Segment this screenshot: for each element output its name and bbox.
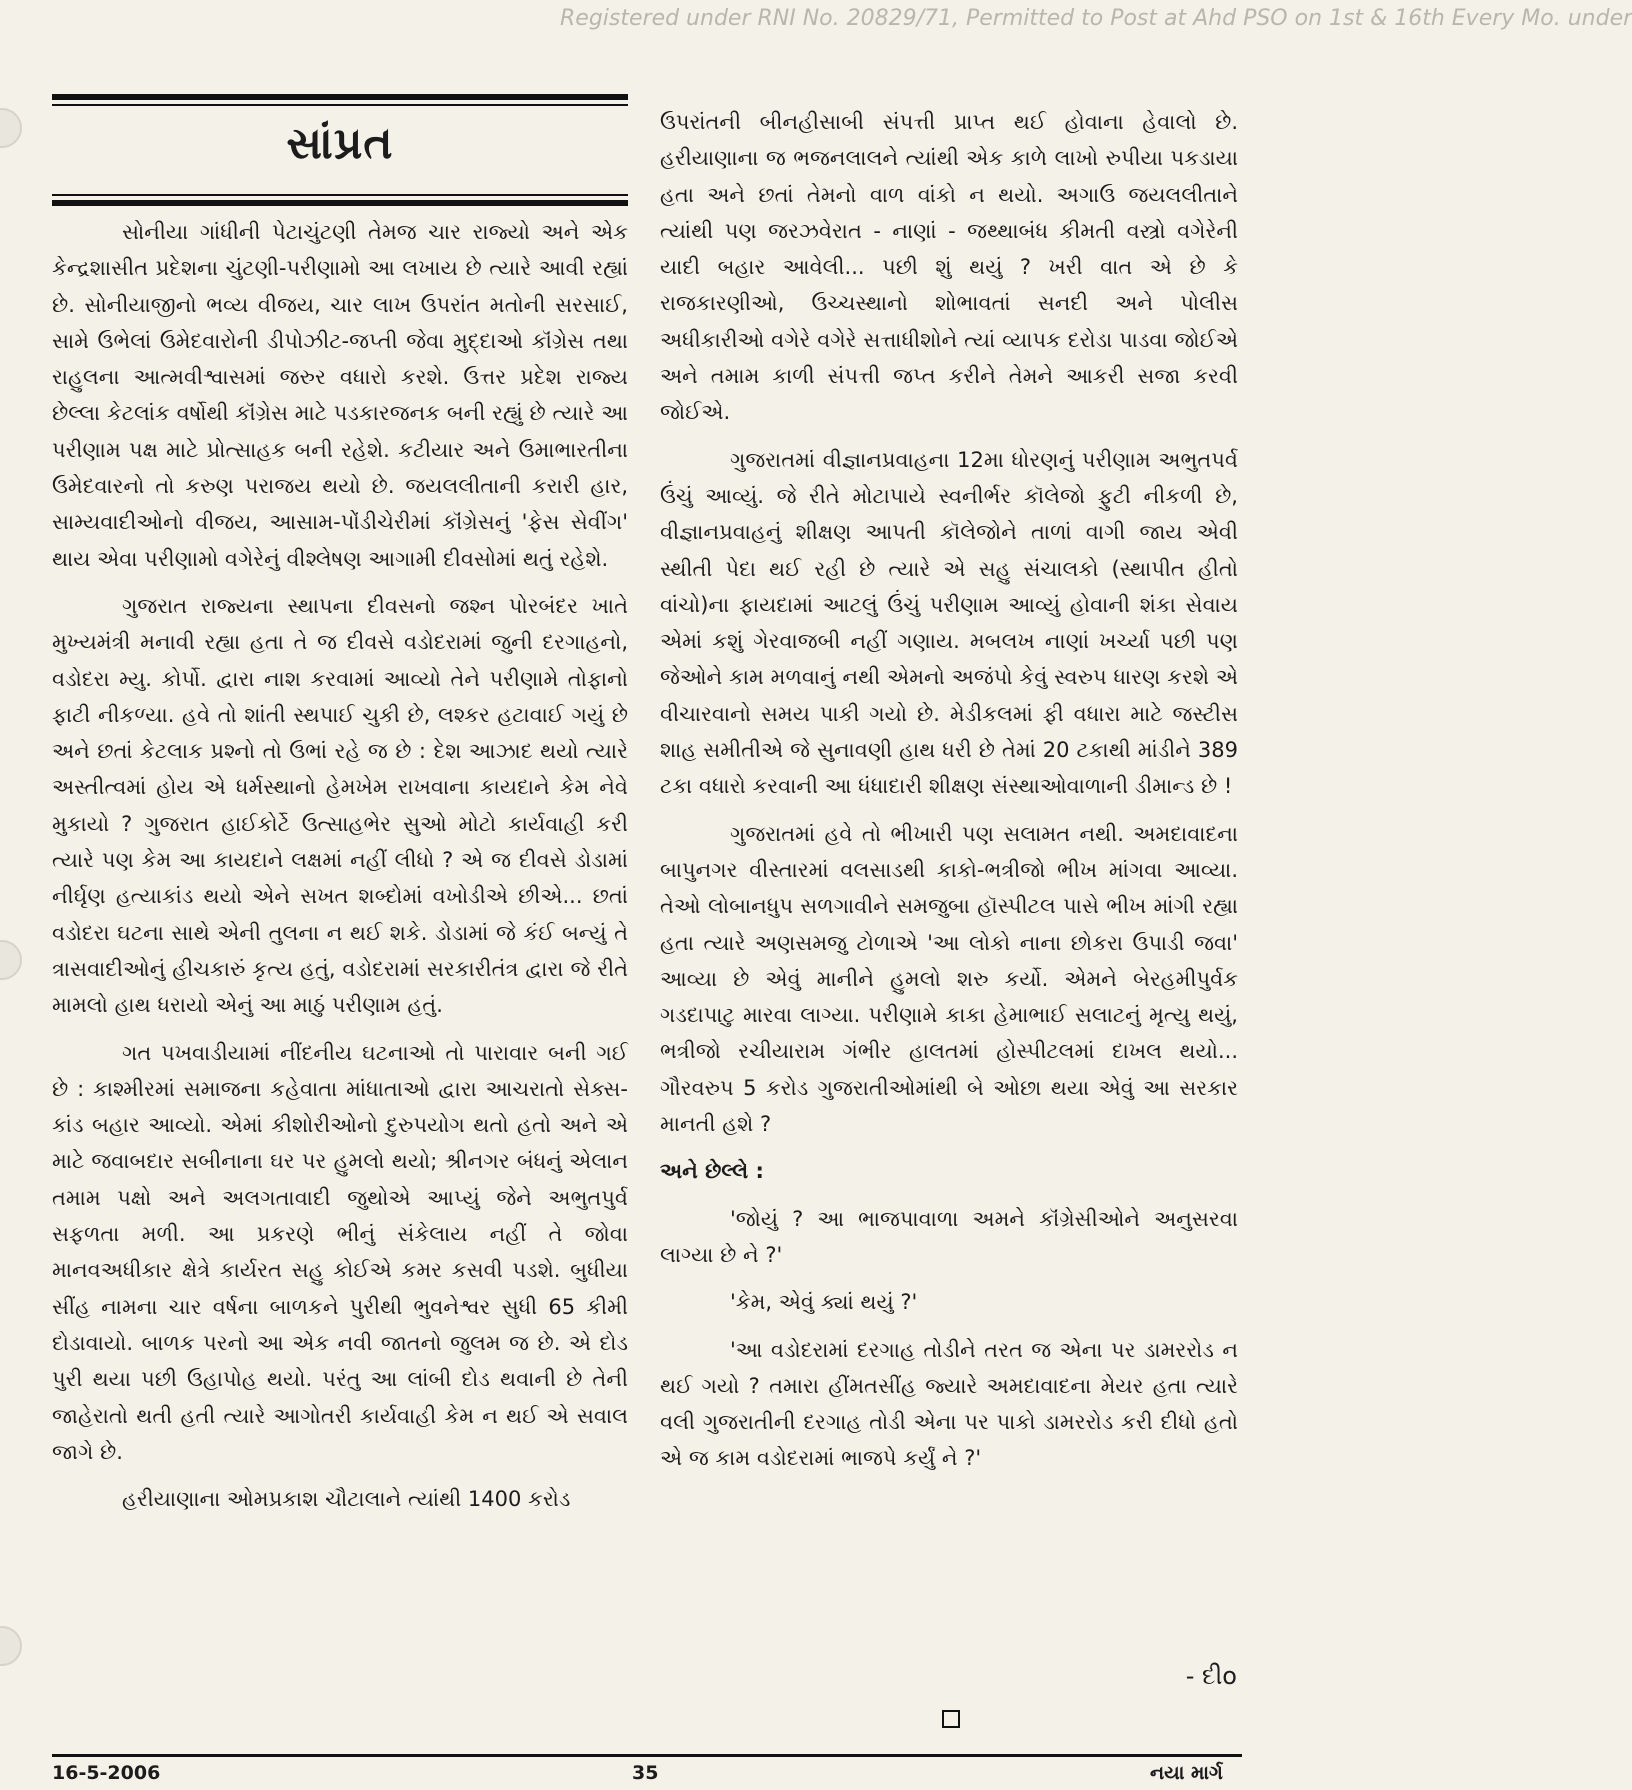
closing-heading: અને છેલ્લે : <box>660 1159 764 1184</box>
author-signature: - દીo <box>1185 1662 1237 1690</box>
paragraph: હરીયાણાના ઓમપ્રકાશ ચૌટાલાને ત્યાંથી 1400 કરોડ <box>122 1487 571 1512</box>
paragraph: ઉપરાંતની બીનહીસાબી સંપત્તી પ્રાપ્ત થઈ હોવાના હેવાલો છે. હરીયાણાના જ ભજનલાલને ત્યાંથી એક કાળે લાખો રુપીયા પકડાયા હતા અને છતાં તેમનો વાળ વાંકો ન થયો. અગાઉ જયલલીતાને ત્યાંથી પણ જરઝવેરાત - નાણાં - જથ્થાબંધ કીમતી વસ્ત્રો વગેરેની યાદી બહાર આવેલી... પછી શું થયું ? ખરી વાત એ છે કે રાજકારણીઓ, ઉચ્ચસ્થાનો શોભાવતાં સનદી અને પોલીસ અધીકારીઓ વગેરે વગેરે સત્તાધીશોને ત્યાં વ્યાપક દરોડા પાડવા જોઈએ અને તમામ કાળી સંપત્તી જપ્ત કરીને તેમને આકરી સજા કરવી જોઈએ. <box>660 110 1238 425</box>
title-rule-bottom-thin <box>52 194 628 196</box>
paragraph: ગુજરાત રાજ્યના સ્થાપના દીવસનો જશ્ન પોરબંદર ખાતે મુખ્યમંત્રી મનાવી રહ્યા હતા તે જ દીવસે વડોદરામાં જુની દરગાહનો, વડોદરા મ્યુ. કોર્પો. દ્વારા નાશ કરવામાં આવ્યો તેને પરીણામે તોફાનો ફાટી નીકળ્યા. હવે તો શાંતી સ્થપાઈ ચુકી છે, લશ્કર હટાવાઈ ગયું છે અને છતાં કેટલાક પ્રશ્નો તો ઉભાં રહે જ છે : દેશ આઝાદ થયો ત્યારે અસ્તીત્વમાં હોય એ ધર્મસ્થાનો હેમખેમ રાખવાના કાયદાને કેમ નેવે મુકાયો ? ગુજરાત હાઈકોર્ટે ઉત્સાહભેર સુઓ મોટો કાર્યવાહી કરી ત્યારે પણ કેમ આ કાયદાને લક્ષમાં નહીં લીધો ? એ જ દીવસે ડોડામાં નીર્ઘૃણ હત્યાકાંડ થયો એને સખત શબ્દોમાં વખોડીએ છીએ... છતાં વડોદરા ઘટના સાથે એની તુલના ન થઈ શકે. ડોડામાં જે કંઈ બન્યું તે ત્રાસવાદીઓનું હીચકારું કૃત્ય હતું, વડોદરામાં સરકારીતંત્ર દ્વારા જે રીતે મામલો હાથ ધરાયો એનું આ માઠું પરીણામ હતું. <box>52 593 628 1018</box>
end-mark-box <box>942 1710 960 1728</box>
footer-page-number: 35 <box>632 1762 659 1784</box>
paragraph: ગુજરાતમાં હવે તો ભીખારી પણ સલામત નથી. અમદાવાદના બાપુનગર વીસ્તારમાં વલસાડથી કાકો-ભત્રીજો ભીખ માંગવા આવ્યા. તેઓ લોબાનધુપ સળગાવીને સમજુબા હૉસ્પીટલ પાસે ભીખ માંગી રહ્યા હતા ત્યારે અણસમજુ ટોળાએ 'આ લોકો નાના છોકરા ઉપાડી જવા' આવ્યા છે એવું માનીને હુમલો શરુ કર્યો. એમને બેરહમીપુર્વક ગડદાપાટુ મારવા લાગ્યા. પરીણામે કાકા હેમાભાઈ સલાટનું મૃત્યુ થયું, ભત્રીજો રચીયારામ ગંભીર હાલતમાં હોસ્પીટલમાં દાખલ થયો... ગૌરવરુપ 5 કરોડ ગુજરાતીઓમાંથી બે ઓછા થયા એવું આ સરકાર માનતી હશે ? <box>660 821 1238 1137</box>
right-column <box>660 104 1238 1488</box>
title-rule-bottom <box>52 200 628 206</box>
title-rule-top <box>52 94 628 100</box>
dialogue-line: 'કેમ, એવું ક્યાં થયું ?' <box>730 1290 918 1315</box>
footer-date: 16-5-2006 <box>52 1762 161 1784</box>
footer-rule <box>52 1754 1242 1757</box>
punch-hole <box>0 108 22 148</box>
paragraph: ગુજરાતમાં વીજ્ઞાનપ્રવાહના 12મા ધોરણનું પરીણામ અભુતપર્વ ઉંચું આવ્યું. જે રીતે મોટાપાયે સ્વનીર્ભર કૉલેજો ફુટી નીકળી છે, વીજ્ઞાનપ્રવાહનું શીક્ષણ આપતી કૉલેજોને તાળાં વાગી જાય એવી સ્થીતી પેદા થઈ રહી છે ત્યારે એ સહુ સંચાલકો (સ્થાપીત હીતો વાંચો)ના ફાયદામાં આટલું ઉંચું પરીણામ આવ્યું હોવાની શંકા સેવાય એમાં કશું ગેરવાજબી નહીં ગણાય. મબલખ નાણાં ખર્ચ્યા પછી પણ જેઓને કામ મળવાનું નથી એમનો અજંપો કેવું સ્વરુપ ધારણ કરશે એ વીચારવાનો સમય પાકી ગયો છે. મેડીકલમાં ફી વધારા માટે જસ્ટીસ શાહ સમીતીએ જે સુનાવણી હાથ ધરી છે તેમાં 20 ટકાથી માંડીને 389 ટકા વધારો કરવાની આ ધંધાદારી શીક્ષણ સંસ્થાઓવાળાની ડીમાન્ડ છે ! <box>660 447 1238 799</box>
left-column <box>52 214 628 1528</box>
reverse-side-bleed: Registered under RNI No. 20829/71, Permitted to Post at Ahd PSO on 1st & 16th Every Mo. under <box>560 6 1632 31</box>
dialogue-line: 'આ વડોદરામાં દરગાહ તોડીને તરત જ એના પર ડામરરોડ ન થઈ ગયો ? તમારા હીંમતસીંહ જ્યારે અમદાવાદના મેયર હતા ત્યારે વલી ગુજરાતીની દરગાહ તોડી એના પર પાકો ડામરરોડ કરી દીધો હતો એ જ કામ વડોદરામાં ભાજપે કર્યું ને ?' <box>660 1337 1238 1471</box>
paragraph: ગત પખવાડીયામાં નીંદનીય ઘટનાઓ તો પારાવાર બની ગઈ છે : કાશ્મીરમાં સમાજના કહેવાતા માંધાતાઓ દ્વારા આચરાતો સેક્સ-કાંડ બહાર આવ્યો. એમાં કીશોરીઓનો દુરુપયોગ થતો હતો અને એ માટે જવાબદાર સબીનાના ઘર પર હુમલો થયો; શ્રીનગર બંધનું એલાન તમામ પક્ષો અને અલગતાવાદી જુથોએ આપ્યું જેને અભુતપુર્વ સફળતા મળી. આ પ્રકરણે ભીનું સંકેલાય નહીં તે જોવા માનવઅધીકાર ક્ષેત્રે કાર્યરત સહુ કોઈએ કમર કસવી પડશે. બુધીયા સીંહ નામના ચાર વર્ષના બાળકને પુરીથી ભુવનેશ્વર સુધી 65 કીમી દોડાવાયો. બાળક પરનો આ એક નવી જાતનો જુલમ જ છે. એ દોડ પુરી થયા પછી ઉહાપોહ થયો. પરંતુ આ લાંબી દોડ થવાની છે તેની જાહેરાતો થતી હતી ત્યારે આગોતરી કાર્યવાહી કેમ ન થઈ એ સવાલ જાગે છે. <box>52 1040 628 1464</box>
footer-magazine-name: નયા માર્ગ <box>1150 1762 1223 1784</box>
page-title: સાંપ્રત <box>286 118 394 169</box>
punch-hole <box>0 1626 22 1666</box>
paragraph: સોનીયા ગાંધીની પેટાચુંટણી તેમજ ચાર રાજ્યો અને એક કેન્દ્રશાસીત પ્રદેશના ચુંટણી-પરીણામો આ લખાય છે ત્યારે આવી રહ્યાં છે. સોનીયાજીનો ભવ્ય વીજય, ચાર લાખ ઉપરાંત મતોની સરસાઈ, સામે ઉભેલાં ઉમેદવારોની ડીપોઝીટ-જપ્તી જેવા મુદ્દાઓ કૉંગ્રેસ તથા રાહુલના આત્મવીશ્વાસમાં જરુર વધારો કરશે. ઉત્તર પ્રદેશ રાજ્ય છેલ્લા કેટલાંક વર્ષોથી કૉંગ્રેસ માટે પડકારજનક બની રહ્યું છે ત્યારે આ પરીણામ પક્ષ માટે પ્રોત્સાહક બની રહેશે. કટીયાર અને ઉમાભારતીના ઉમેદવારનો તો કરુણ પરાજય થયો છે. જયલલીતાની કરારી હાર, સામ્યવાદીઓનો વીજય, આસામ-પોંડીચેરીમાં કૉંગ્રેસનું 'ફેસ સેવીંગ' થાય એવા પરીણામો વગેરેનું વીશ્લેષણ આગામી દીવસોમાં થતું રહેશે. <box>52 220 628 571</box>
punch-hole <box>0 940 22 980</box>
title-rule-top-thin <box>52 104 628 106</box>
dialogue-line: 'જોયું ? આ ભાજપાવાળા અમને કૉંગ્રેસીઓને અનુસરવા લાગ્યા છે ને ?' <box>660 1206 1238 1267</box>
